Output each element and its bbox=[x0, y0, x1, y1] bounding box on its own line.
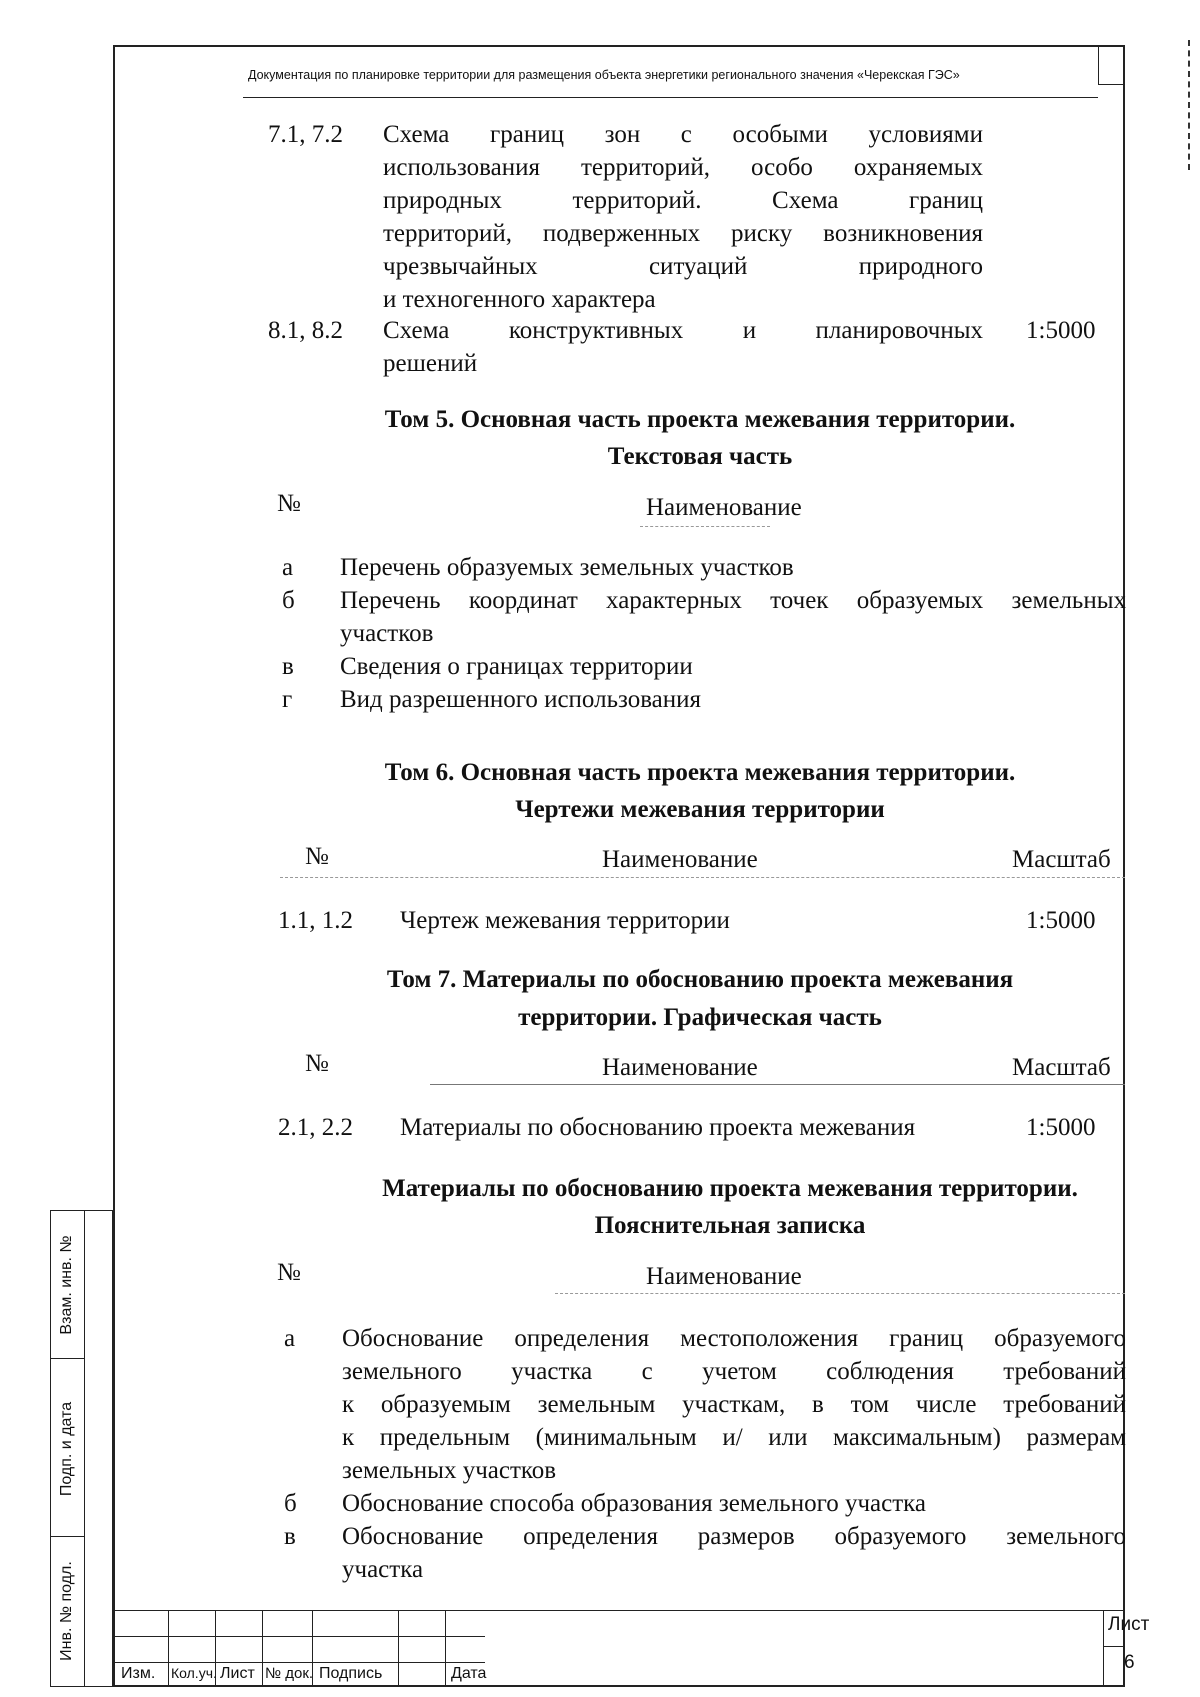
row-7-line: чрезвычайных ситуаций природного bbox=[383, 253, 983, 280]
caption-quantity: Кол.уч. bbox=[171, 1665, 217, 1681]
note-title: Материалы по обоснованию проекта межевания территории. bbox=[382, 1175, 1078, 1202]
title-block-col-line bbox=[262, 1610, 263, 1687]
row-7-line: Схема границ зон с особыми условиями bbox=[383, 121, 983, 148]
tom5-title: Том 5. Основная часть проекта межевания территории. bbox=[384, 406, 1016, 433]
note-item-text: к предельным (минимальным и/ или максимальным) размерам bbox=[342, 1424, 1126, 1451]
tom6-row-scale: 1:5000 bbox=[1026, 907, 1096, 934]
tom7-row-name: Материалы по обоснованию проекта межевания bbox=[400, 1114, 916, 1141]
tom5-item-letter: а bbox=[282, 554, 294, 581]
sheet-number: 6 bbox=[1124, 1652, 1135, 1673]
title-block-col-line bbox=[445, 1610, 446, 1687]
stamp-label-replacement: Взам. инв. № bbox=[58, 1235, 75, 1335]
stamp-label-inventory: Инв. № подл. bbox=[58, 1561, 75, 1661]
row-7-line: и техногенного характера bbox=[383, 286, 656, 313]
note-item-text: земельных участков bbox=[342, 1457, 557, 1484]
row-7-number: 7.1, 7.2 bbox=[268, 121, 343, 148]
tom5-item-text: Перечень образуемых земельных участков bbox=[340, 554, 794, 581]
tom6-title: Том 6. Основная часть проекта межевания территории. bbox=[384, 759, 1016, 786]
sheet-label: Лист bbox=[1108, 1614, 1150, 1635]
row-8-line: решений bbox=[383, 350, 478, 377]
tom5-item-text: Сведения о границах территории bbox=[340, 653, 693, 680]
binding-mark bbox=[1188, 40, 1190, 170]
tom5-item-letter: б bbox=[282, 587, 295, 614]
tom6-header-rule bbox=[280, 877, 1125, 878]
caption-date: Дата bbox=[451, 1665, 487, 1682]
tom7-col-name: Наименование bbox=[602, 1054, 758, 1081]
stamp-label-signature: Подп. и дата bbox=[58, 1401, 75, 1497]
row-7-line: природных территорий. Схема границ bbox=[383, 187, 983, 214]
header-underline bbox=[243, 97, 1098, 98]
tom6-col-num: № bbox=[305, 843, 329, 870]
note-item-letter: б bbox=[284, 1490, 297, 1517]
tom7-header-rule bbox=[430, 1084, 1125, 1085]
tom5-item-text: Вид разрешенного использования bbox=[340, 686, 702, 713]
tom5-col-num: № bbox=[277, 490, 301, 517]
note-header-rule bbox=[555, 1293, 1125, 1294]
tom6-col-scale: Масштаб bbox=[1012, 846, 1111, 873]
title-block bbox=[115, 1610, 1125, 1687]
tom5-subtitle: Текстовая часть bbox=[607, 443, 793, 470]
tom6-col-name: Наименование bbox=[602, 846, 758, 873]
note-col-name: Наименование bbox=[646, 1263, 802, 1290]
tom7-col-scale: Масштаб bbox=[1012, 1054, 1111, 1081]
note-subtitle: Пояснительная записка bbox=[594, 1212, 866, 1239]
tom6-row-name: Чертеж межевания территории bbox=[400, 907, 730, 934]
tom5-item-letter: г bbox=[282, 686, 293, 713]
row-7-line: территорий, подверженных риску возникновения bbox=[383, 220, 983, 247]
tom5-item-text: Перечень координат характерных точек образуемых земельных bbox=[340, 587, 1126, 614]
tom6-subtitle: Чертежи межевания территории bbox=[515, 796, 885, 823]
header-corner-box bbox=[1098, 45, 1125, 85]
tom7-row-scale: 1:5000 bbox=[1026, 1114, 1096, 1141]
row-8-line: Схема конструктивных и планировочных bbox=[383, 317, 983, 344]
note-item-letter: а bbox=[284, 1325, 296, 1352]
tom7-row-number: 2.1, 2.2 bbox=[278, 1114, 353, 1141]
note-item-letter: в bbox=[284, 1523, 296, 1550]
note-item-text: Обоснование определения местоположения границ образуемого bbox=[342, 1325, 1126, 1352]
title-block-sheet-line bbox=[1103, 1646, 1125, 1647]
caption-sheet: Лист bbox=[220, 1665, 255, 1682]
note-item-text: к образуемым земельным участкам, в том числе требований bbox=[342, 1391, 1126, 1418]
title-block-top-line bbox=[115, 1610, 1125, 1611]
note-col-num: № bbox=[277, 1259, 301, 1286]
tom6-row-number: 1.1, 1.2 bbox=[278, 907, 353, 934]
tom5-item-letter: в bbox=[282, 653, 294, 680]
caption-signature: Подпись bbox=[319, 1665, 383, 1682]
note-item-text: земельного участка с учетом соблюдения требований bbox=[342, 1358, 1126, 1385]
stamp-divider bbox=[84, 1211, 85, 1686]
tom7-title: Том 7. Материалы по обоснованию проекта межевания bbox=[386, 966, 1014, 993]
tom7-col-num: № bbox=[305, 1050, 329, 1077]
note-item-text: участка bbox=[342, 1556, 424, 1583]
note-item-text: Обоснование способа образования земельного участка bbox=[342, 1490, 927, 1517]
title-block-col-line bbox=[168, 1610, 169, 1687]
caption-doc-number: № док. bbox=[265, 1665, 314, 1682]
caption-change: Изм. bbox=[121, 1665, 156, 1682]
title-block-col-line bbox=[398, 1610, 399, 1687]
row-7-line: использования территорий, особо охраняемых bbox=[383, 154, 983, 181]
side-stamp bbox=[50, 1210, 113, 1687]
title-block-row-line bbox=[115, 1636, 485, 1637]
document-header: Документация по планировке территории для размещения объекта энергетики регионального значения «Черекская ГЭС» bbox=[248, 68, 960, 82]
title-block-col-line bbox=[1103, 1610, 1104, 1687]
tom5-col-name: Наименование bbox=[646, 494, 802, 521]
note-item-text: Обоснование определения размеров образуемого земельного bbox=[342, 1523, 1126, 1550]
row-8-scale: 1:5000 bbox=[1026, 317, 1096, 344]
tom5-item-text: участков bbox=[340, 620, 434, 647]
title-block-row-line bbox=[115, 1662, 485, 1663]
tom5-header-rule bbox=[640, 526, 770, 527]
tom7-subtitle: территории. Графическая часть bbox=[518, 1004, 882, 1031]
row-8-number: 8.1, 8.2 bbox=[268, 317, 343, 344]
